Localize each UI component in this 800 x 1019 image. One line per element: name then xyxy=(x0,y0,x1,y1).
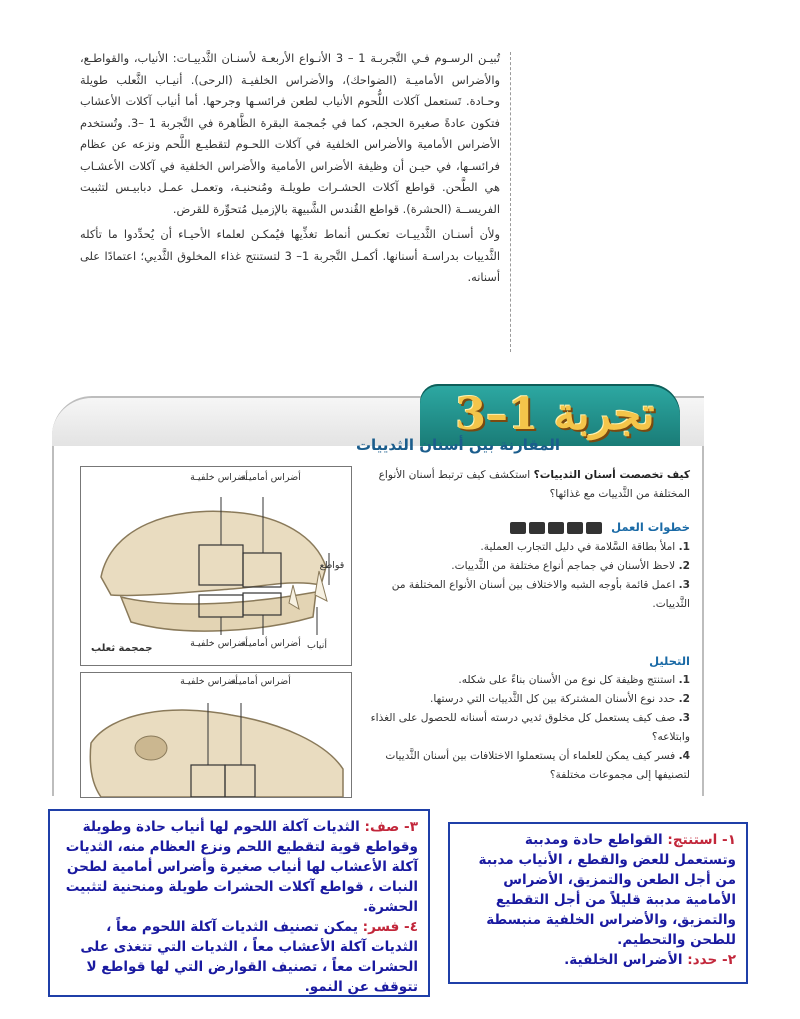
answer-4-label: ٤- فسر: xyxy=(357,919,418,935)
safety-icon xyxy=(510,522,526,534)
fox-label-front-top: أضراس أماميـة xyxy=(241,472,301,483)
analysis-step: 3. صف كيف يستعمل كل مخلوق ثديي درسته أسنانه للحصول على الغذاء وابتلاعه؟ xyxy=(370,712,690,743)
fox-skull-illustration xyxy=(81,467,351,665)
safety-icons xyxy=(510,522,602,534)
analysis-step: 1. استنتج وظيفة كل نوع من الأسنان بناءً على شكله. xyxy=(458,674,690,686)
cow-label-front: أضراس أماميـة xyxy=(231,676,291,687)
margin-rule xyxy=(510,52,511,352)
safety-icon xyxy=(567,522,583,534)
answer-1-text: القواطع حادة ومدببة وتستعمل للعض والقطع ، الأنياب مدببة من أجل الطعن والتمزيق، الأضراس الأمامية مدببة قليلاً من أجل التقطيع والتمزيق، والأضراس الخلفية منبسطة للطحن والتحطيم. xyxy=(478,832,736,948)
question-lead: كيف تخصصت أسنان الثدييات؟ xyxy=(533,469,690,481)
analysis-heading: التحليل xyxy=(649,654,690,668)
answer-2-text: الأضراس الخلفية. xyxy=(564,952,683,968)
procedure-heading: خطوات العمل xyxy=(611,520,690,534)
lab-subtitle: المقارنة بين أسنان الثدييات xyxy=(355,436,560,454)
answer-4-text: يمكن تصنيف الثديات آكلة اللحوم معاً ، الثديات آكلة الأعشاب معاً ، الثديات التي تتغذى على الحشرات معاً ، تصنيف القوارض التي لها قواطع لا تتوقف عن النمو. xyxy=(80,919,418,995)
answer-3-text: الثديات آكلة اللحوم لها أنياب حادة وطويلة وقواطع قوية لتقطيع اللحم ونزع العظام منه، الثديات آكلة الأعشاب لها أنياب صغيرة وأضراس أمامية لطحن النبات ، قواطع آكلات الحشرات طويلة ومنحنية لتثبيت الحشرة. xyxy=(65,819,418,915)
cow-label-back: أضراس خلفيـة xyxy=(180,676,238,687)
analysis-section xyxy=(360,652,690,785)
intro-text xyxy=(80,48,500,293)
cow-skull-figure xyxy=(80,672,352,798)
lab-title: تجربة 1–3 xyxy=(455,389,655,440)
fox-label-incisors: قواطع xyxy=(319,560,345,571)
answer-2-label: ٢- حدد: xyxy=(682,952,736,968)
fox-label-back-top: أضراس خلفيـة xyxy=(190,472,248,483)
safety-icon xyxy=(529,522,545,534)
procedure-step: 1. املأ بطاقة السَّلامة في دليل التجارب العملية. xyxy=(480,541,690,553)
answer-box-left xyxy=(48,809,430,997)
answer-3-label: ٣- صف: xyxy=(359,819,418,835)
answer-1-label: ١- استنتج: xyxy=(662,832,736,848)
fox-label-front-bottom: أضراس أماميـة xyxy=(241,638,301,649)
fox-skull-figure xyxy=(80,466,352,666)
intro-paragraph-2: ولأن أسنـان الثَّدييـات تعكـس أنماط تغذِّيها فيُمكـن لعلماء الأحيـاء أن يُحدِّدوا ما تأكله الثَّدييات بدراسـة أسنانها. أكمـل التَّجربة 1– 3 لتستنتج غذاء المخلوق الثَّديي؛ اعتمادًا على أسنانه. xyxy=(80,227,500,284)
fox-caption: جمجمة ثعلب xyxy=(91,643,153,654)
fox-label-canines: أنياب xyxy=(307,640,327,651)
answer-box-right xyxy=(448,822,748,984)
analysis-step: 4. فسر كيف يمكن للعلماء أن يستعملوا الاختلافات بين أسنان الثَّدييات لتصنيفها إلى مجموعات مختلفة؟ xyxy=(385,750,690,781)
safety-icon xyxy=(586,522,602,534)
procedure-section xyxy=(360,518,690,614)
cow-skull-illustration xyxy=(81,673,351,797)
fox-label-back-bottom: أضراس خلفيـة xyxy=(190,638,248,649)
intro-paragraph-1: تُبيـن الرسـوم فـي التَّجربـة 1 – 3 الأنـواع الأربعـة لأسنـان الثَّدييـات: الأنياب، والقواطـع، والأضراس الأماميـة (الضواحك)، والأضراس الخلفيـة (الرحى). أنيـاب الثَّعلب طويلة وحـادة. تَستعمل آكلات اللُّحوم الأنياب لطعن فرائسـها وجرحها. أما أنياب آكلات الأعشاب فتكون عادةً صغيرة الحجم، كما في جُمجمة البقرة الظَّاهرة في التَّجربة 1 –3. وتُستخدم الأضراس الأمامية والأضراس الخلفية في آكلات اللحـوم لتقطيـع اللَّحم ونزعه عن عظام فرائسـها، في حيـن أن وظيفة الأضراس الأمامية والأضراس الخلفية في آكلات الأعشـاب هي الطَّحن. قواطع آكلات الحشـرات طويلـة ومُنحنيـة، وتعمـل عمـل دبابيـس لتثبيت الفريســة (الحشرة). قواطع القُندس الشَّبيهة بالإزميل مُتحوِّرة للقرض. xyxy=(80,51,501,216)
safety-icon xyxy=(548,522,564,534)
lab-question xyxy=(360,466,690,504)
procedure-step: 2. لاحظ الأسنان في جماجم أنواع مختلفة من الثَّدييات. xyxy=(451,560,690,572)
question-rest: استكشف كيف ترتبط أسنان الأنواع المختلفة من الثَّدييات مع غذائها؟ xyxy=(378,469,690,500)
analysis-step: 2. حدد نوع الأسنان المشتركة بين كل الثَّدييات التي درستها. xyxy=(430,693,690,705)
procedure-step: 3. اعمل قائمة بأوجه الشبه والاختلاف بين أسنان الأنواع المختلفة من الثَّدييات. xyxy=(391,579,690,610)
